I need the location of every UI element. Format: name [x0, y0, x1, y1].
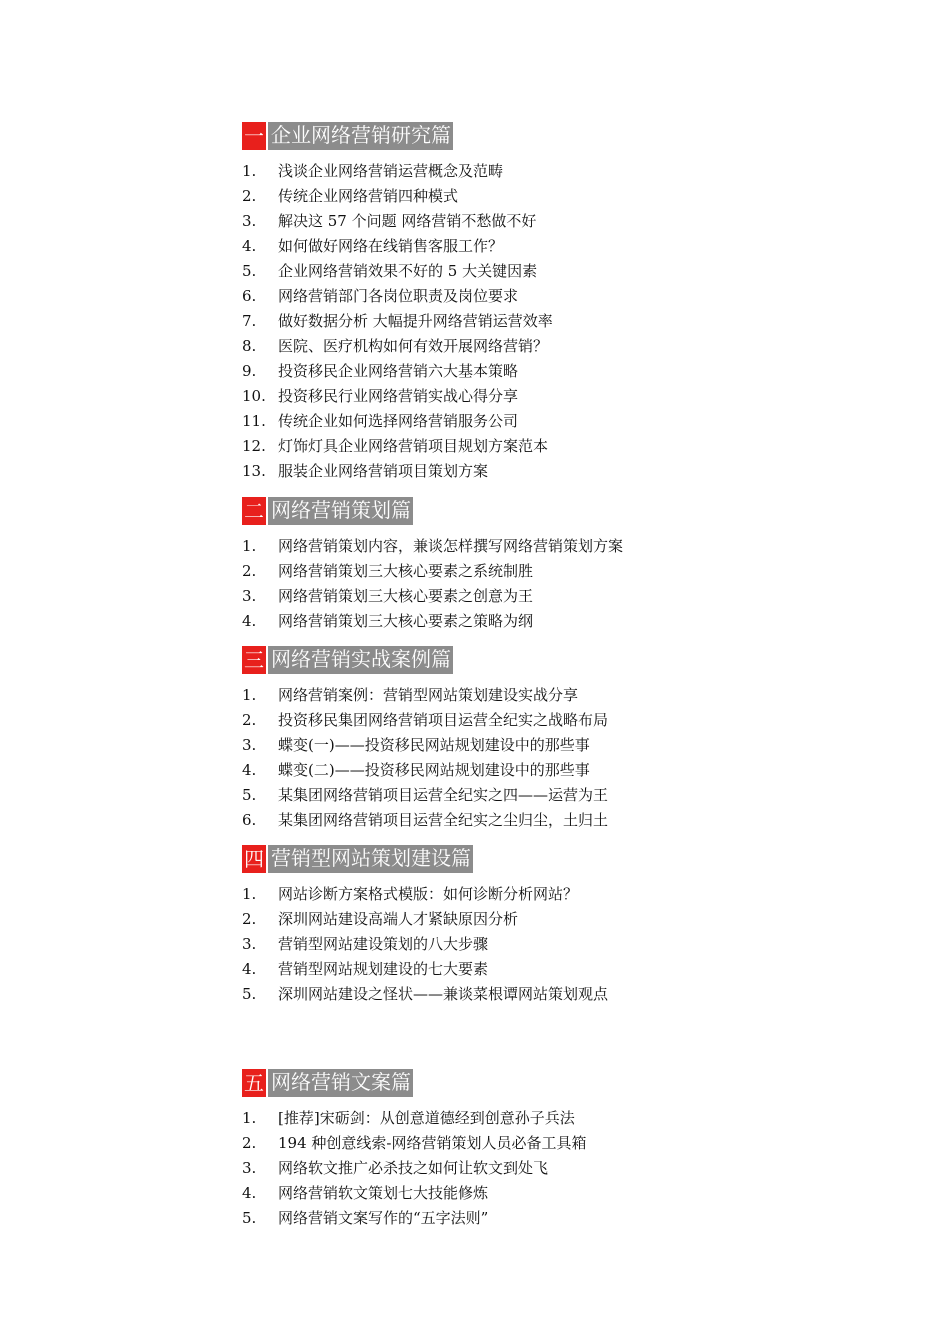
item-title[interactable]: 企业网络营销效果不好的 5 大关键因素 [278, 262, 538, 280]
item-title[interactable]: 网络营销案例：营销型网站策划建设实战分享 [278, 686, 579, 704]
item-number: 1. [242, 1108, 257, 1127]
item-title[interactable]: 某集团网络营销项目运营全纪实之四——运营为王 [278, 786, 609, 804]
list-item[interactable] [242, 408, 802, 433]
list-item[interactable] [242, 881, 802, 906]
list-item[interactable] [242, 383, 802, 408]
list-item[interactable] [242, 682, 802, 707]
list-item[interactable] [242, 583, 802, 608]
list-item[interactable] [242, 608, 802, 633]
item-number: 2. [242, 909, 257, 928]
item-title[interactable]: 传统企业网络营销四种模式 [278, 187, 459, 205]
section-title: 营销型网站策划建设篇 [268, 845, 473, 873]
item-number: 2. [242, 710, 257, 729]
item-title[interactable]: 解决这 57 个问题 网络营销不愁做不好 [278, 212, 537, 230]
item-title[interactable]: 营销型网站建设策划的八大步骤 [278, 935, 489, 953]
item-number: 2. [242, 186, 257, 205]
item-number: 9. [242, 361, 257, 380]
list-item[interactable] [242, 533, 802, 558]
section-title: 网络营销策划篇 [268, 497, 413, 525]
item-title[interactable]: 网络营销软文策划七大技能修炼 [278, 1184, 489, 1202]
item-title[interactable]: 网络软文推广必杀技之如何让软文到处飞 [278, 1159, 549, 1177]
item-number: 1. [242, 536, 257, 555]
list-item[interactable] [242, 1205, 802, 1230]
section-number-badge: 四 [244, 847, 264, 871]
list-item[interactable] [242, 208, 802, 233]
list-item[interactable] [242, 1155, 802, 1180]
section-number-badge: 五 [244, 1071, 264, 1095]
section-header [242, 1069, 802, 1097]
article-list [242, 1105, 802, 1230]
item-title[interactable]: 某集团网络营销项目运营全纪实之尘归尘，土归土 [278, 811, 609, 829]
list-item[interactable] [242, 183, 802, 208]
item-title[interactable]: 194 种创意线索-网络营销策划人员必备工具箱 [278, 1134, 587, 1152]
section-header [242, 122, 802, 150]
item-title[interactable]: 如何做好网络在线销售客服工作？ [278, 237, 504, 255]
item-title[interactable]: 营销型网站规划建设的七大要素 [278, 960, 489, 978]
list-item[interactable] [242, 1130, 802, 1155]
section-3 [242, 646, 802, 832]
item-number: 2. [242, 1133, 257, 1152]
list-item[interactable] [242, 707, 802, 732]
item-title[interactable]: 做好数据分析 大幅提升网络营销运营效率 [278, 312, 553, 330]
list-item[interactable] [242, 1105, 802, 1130]
item-number: 3. [242, 586, 257, 605]
item-number: 4. [242, 1183, 257, 1202]
item-number: 6. [242, 810, 257, 829]
section-title: 网络营销实战案例篇 [268, 646, 453, 674]
item-number: 6. [242, 286, 257, 305]
list-item[interactable] [242, 258, 802, 283]
item-number: 4. [242, 760, 257, 779]
section-header [242, 497, 802, 525]
item-number: 3. [242, 735, 257, 754]
article-list [242, 682, 802, 832]
list-item[interactable] [242, 433, 802, 458]
item-number: 8. [242, 336, 257, 355]
item-title[interactable]: 浅谈企业网络营销运营概念及范畴 [278, 162, 504, 180]
section-title: 企业网络营销研究篇 [268, 122, 453, 150]
article-list [242, 881, 802, 1006]
item-title[interactable]: 灯饰灯具企业网络营销项目规划方案范本 [278, 437, 549, 455]
item-title[interactable]: 医院、医疗机构如何有效开展网络营销？ [278, 337, 549, 355]
item-number: 1. [242, 884, 257, 903]
item-number: 3. [242, 934, 257, 953]
list-item[interactable] [242, 732, 802, 757]
item-title[interactable]: 网络营销部门各岗位职责及岗位要求 [278, 287, 519, 305]
item-title[interactable]: 蝶变(一)——投资移民网站规划建设中的那些事 [278, 736, 590, 754]
item-number: 5. [242, 984, 257, 1003]
item-title[interactable]: 网络营销策划内容，兼谈怎样撰写网络营销策划方案 [278, 537, 624, 555]
list-item[interactable] [242, 782, 802, 807]
item-title[interactable]: 传统企业如何选择网络营销服务公司 [278, 412, 519, 430]
section-5 [242, 1069, 802, 1230]
section-4 [242, 845, 802, 1006]
item-number: 1. [242, 161, 257, 180]
list-item[interactable] [242, 233, 802, 258]
item-number: 3. [242, 211, 257, 230]
list-item[interactable] [242, 981, 802, 1006]
list-item[interactable] [242, 906, 802, 931]
list-item[interactable] [242, 308, 802, 333]
item-number: 2. [242, 561, 257, 580]
list-item[interactable] [242, 558, 802, 583]
list-item[interactable] [242, 358, 802, 383]
section-1 [242, 122, 802, 483]
list-item[interactable] [242, 333, 802, 358]
list-item[interactable] [242, 757, 802, 782]
list-item[interactable] [242, 931, 802, 956]
item-number: 11. [242, 411, 266, 430]
section-header [242, 845, 802, 873]
item-title[interactable]: 服装企业网络营销项目策划方案 [278, 462, 489, 480]
item-title[interactable]: 网络营销策划三大核心要素之策略为纲 [278, 612, 534, 630]
item-title[interactable]: 投资移民行业网络营销实战心得分享 [278, 387, 519, 405]
item-number: 4. [242, 959, 257, 978]
item-number: 12. [242, 436, 266, 455]
item-number: 7. [242, 311, 257, 330]
item-title[interactable]: 网络营销策划三大核心要素之创意为王 [278, 587, 534, 605]
section-number-badge: 一 [244, 124, 264, 148]
item-number: 5. [242, 785, 257, 804]
list-item[interactable] [242, 1180, 802, 1205]
item-title[interactable]: 网络营销策划三大核心要素之系统制胜 [278, 562, 534, 580]
item-number: 4. [242, 236, 257, 255]
section-number-badge: 三 [244, 648, 264, 672]
section-header [242, 646, 802, 674]
item-title[interactable]: 投资移民集团网络营销项目运营全纪实之战略布局 [278, 711, 609, 729]
article-list [242, 533, 802, 633]
section-number-badge: 二 [244, 499, 264, 523]
item-title[interactable]: 网站诊断方案格式模版：如何诊断分析网站？ [278, 885, 579, 903]
item-number: 4. [242, 611, 257, 630]
item-title[interactable]: [推荐]宋砺剑：从创意道德经到创意孙子兵法 [278, 1109, 575, 1127]
list-item[interactable] [242, 158, 802, 183]
item-number: 1. [242, 685, 257, 704]
article-list [242, 158, 802, 483]
item-number: 13. [242, 461, 266, 480]
item-number: 5. [242, 1208, 257, 1227]
item-title[interactable]: 蝶变(二)——投资移民网站规划建设中的那些事 [278, 761, 590, 779]
item-title[interactable]: 投资移民企业网络营销六大基本策略 [278, 362, 519, 380]
list-item[interactable] [242, 283, 802, 308]
section-title: 网络营销文案篇 [268, 1069, 413, 1097]
list-item[interactable] [242, 956, 802, 981]
list-item[interactable] [242, 458, 802, 483]
item-title[interactable]: 深圳网站建设高端人才紧缺原因分析 [278, 910, 519, 928]
item-number: 3. [242, 1158, 257, 1177]
item-number: 10. [242, 386, 266, 405]
item-title[interactable]: 网络营销文案写作的“五字法则” [278, 1209, 489, 1227]
item-number: 5. [242, 261, 257, 280]
list-item[interactable] [242, 807, 802, 832]
section-2 [242, 497, 802, 633]
item-title[interactable]: 深圳网站建设之怪状——兼谈菜根谭网站策划观点 [278, 985, 609, 1003]
